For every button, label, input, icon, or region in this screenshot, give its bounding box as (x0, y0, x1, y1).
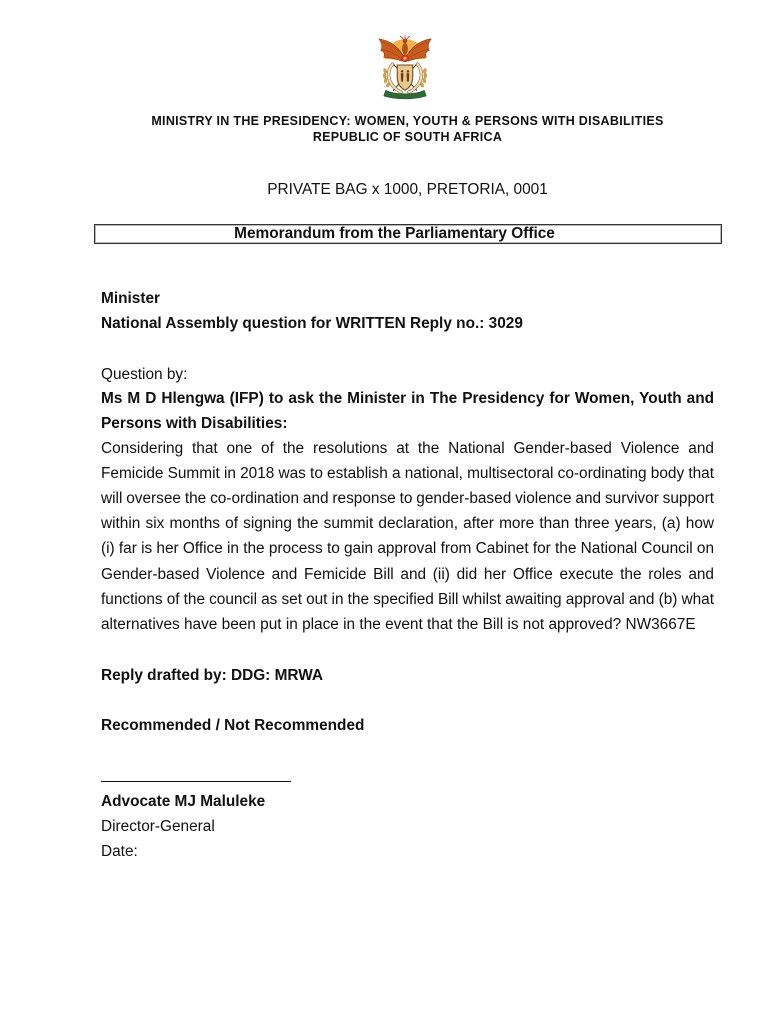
addressee: Minister (101, 290, 161, 307)
question-body-text: Femicide Summit in 2018 was to establish a national, multisectoral co-ordinating body that (101, 465, 714, 482)
signatory-name: Advocate MJ Maluleke (101, 793, 266, 810)
date-label: Date: (101, 843, 138, 860)
question-body-text: will oversee the co-ordination and response to gender-based violence and survivor support (101, 490, 714, 507)
question-heading-line (101, 411, 287, 436)
reply-drafted-by: Reply drafted by: DDG: MRWA (101, 667, 324, 684)
signature-line (101, 781, 291, 782)
postal-address: PRIVATE BAG x 1000, PRETORIA, 0001 (267, 181, 548, 198)
question-body-line (101, 436, 714, 461)
question-body-line (101, 612, 696, 637)
recommendation-options: Recommended / Not Recommended (101, 717, 365, 734)
question-by-label: Question by: (101, 366, 188, 383)
question-body-line (101, 461, 714, 486)
ministry-heading: MINISTRY IN THE PRESIDENCY: WOMEN, YOUTH & PERSONS WITH DISABILITIES (151, 114, 664, 128)
republic-heading: REPUBLIC OF SOUTH AFRICA (312, 130, 503, 144)
coat-of-arms-icon (376, 34, 434, 100)
question-heading-text: Ms M D Hlengwa (IFP) to ask the Minister in The Presidency for Women, Youth and (101, 390, 714, 407)
question-body-text: functions of the council as set out in the specified Bill whilst awaiting approval and (b) what (101, 591, 714, 608)
question-reference: National Assembly question for WRITTEN Reply no.: 3029 (101, 315, 523, 332)
coat-of-arms-graphic (376, 34, 434, 100)
question-body-text: within six months of signing the summit declaration, after more than three years, (a) how (101, 515, 714, 532)
question-body-text: Gender-based Violence and Femicide Bill and (ii) did her Office execute the roles and (101, 566, 714, 583)
signatory-title: Director-General (101, 818, 215, 835)
question-heading-line (101, 386, 714, 411)
question-body-line (101, 486, 714, 511)
question-body-text: (i) far is her Office in the process to gain approval from Cabinet for the National Council on (101, 540, 714, 557)
question-heading-text: Persons with Disabilities: (101, 415, 288, 432)
question-body-line (101, 536, 714, 561)
question-body-line (101, 562, 714, 587)
question-body-line (101, 511, 714, 536)
memo-title: Memorandum from the Parliamentary Office (234, 225, 555, 242)
memo-title-box (94, 224, 722, 244)
question-body-text: alternatives have been put in place in the event that the Bill is not approved? NW3667E (101, 616, 696, 633)
question-body-text: Considering that one of the resolutions at the National Gender-based Violence and (101, 440, 714, 457)
question-body-line (101, 587, 714, 612)
